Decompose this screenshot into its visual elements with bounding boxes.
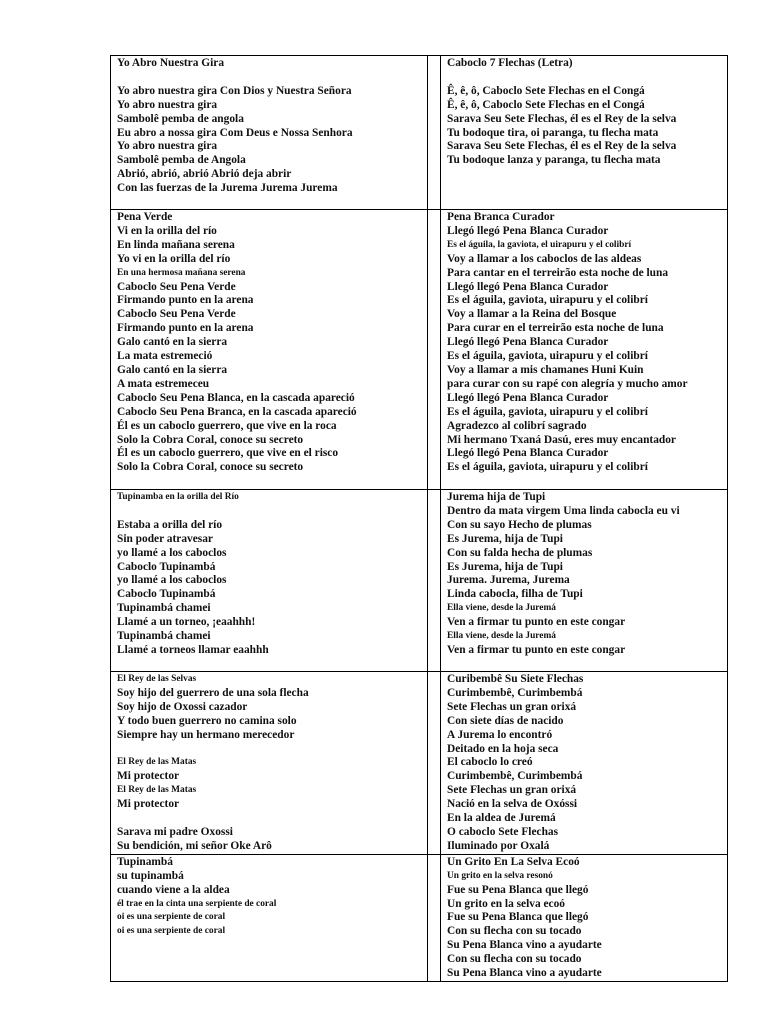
lyric-line: Caboclo Seu Pena Verde [117,308,236,321]
song-title: Tupinamba en la orilla del Río [117,492,239,502]
song-lyrics [447,673,721,854]
lyric-line: El Rey de las Matas [117,757,197,768]
lyric-line: Caboclo Seu Pena Branca, en la cascada apareció [117,405,357,418]
song-cell-right [441,210,728,490]
song-lyrics [117,856,421,939]
song-lyrics [447,491,721,658]
lyric-line: El caboclo lo creó [447,756,533,769]
lyric-line: Caboclo Seu Pena Blanca, en la cascada apareció [117,391,355,404]
lyric-line: Para curar en el terreirão esta noche de luna [447,322,664,335]
lyric-line: Firmando punto en la arena [117,322,254,335]
lyric-line: En linda mañana serena [117,238,235,251]
song-lyrics [447,856,721,981]
lyric-line: Ven a firmar tu punto en este congar [447,643,626,656]
song-cell-left [111,210,428,490]
lyric-line: Sete Flechas un gran orixá [447,700,577,713]
song-title: Curibembê Su Siete Flechas [447,673,584,685]
song-cell-right [441,854,728,981]
lyric-line: Sin poder atravesar [117,532,213,545]
lyric-line: cuando viene a la aldea [117,883,230,896]
lyric-line: Solo la Cobra Coral, conoce su secreto [117,461,304,474]
lyric-line: Iluminado por Oxalá [447,839,550,852]
lyric-line: Él es un caboclo guerrero, que vive en la roca [117,419,337,432]
lyric-line: Ella viene, desde la Juremá [447,603,556,614]
lyric-line: Caboclo Tupinambá [117,588,216,601]
column-gutter [428,56,441,210]
lyric-line: Fue su Pena Blanca que llegó [447,883,589,896]
lyric-line: Galo cantó en la sierra [117,336,228,349]
lyric-line: Fue su Pena Blanca que llegó [447,911,589,924]
lyric-line: Ella viene, desde la Juremá [447,631,556,642]
lyric-line: Tu bodoque tira, oi paranga, tu flecha mata [447,126,659,139]
lyric-line: Vi en la orilla del río [117,224,217,237]
lyric-line: Su bendición, mi señor Oke Arô [117,839,272,852]
lyric-line: En la aldea de Juremá [447,812,556,825]
lyric-line: Llamé a un torneo, ¡eaahhh! [117,616,256,629]
lyric-line: Tu bodoque lanza y paranga, tu flecha mata [447,154,661,167]
lyric-line: oi es una serpiente de coral [117,912,226,923]
lyric-line: Mi protector [117,770,180,783]
lyric-line: Un grito en la selva ecoó [447,897,565,910]
lyric-line: Nació en la selva de Oxóssi [447,798,578,811]
song-cell-left [111,672,428,855]
song-cell-left [111,490,428,672]
blank-line [117,505,421,519]
blank-line [117,812,421,826]
song-lyrics [117,673,421,854]
lyric-line: Con siete días de nacido [447,714,564,727]
lyric-line: Siempre hay un hermano merecedor [117,728,295,741]
lyric-line: él trae en la cinta una serpiente de coral [117,898,277,909]
lyric-line: Soy hijo del guerrero de una sola flecha [117,686,309,699]
lyric-line: Su Pena Blanca vino a ayudarte [447,939,602,952]
lyric-line: Mi protector [117,798,180,811]
song-row [111,854,728,981]
lyric-line: Con su sayo Hecho de plumas [447,518,592,531]
lyric-line: Sarava mi padre Oxossi [117,825,233,838]
song-title: Tupinambá [117,855,173,868]
lyric-line: Voy a llamar a la Reina del Bosque [447,308,617,321]
song-cell-left [111,56,428,210]
lyric-line: La mata estremeció [117,350,213,363]
blank-line [447,71,721,85]
lyric-line: Él es un caboclo guerrero, que vive en el risco [117,447,339,460]
song-row [111,490,728,672]
lyric-line: Es el águila, gaviota, uirapuru y el colibrí [447,461,648,474]
lyric-line: yo llamé a los caboclos [117,574,227,587]
lyric-line: Con su falda hecha de plumas [447,546,593,559]
lyric-line: Sete Flechas un gran orixá [447,784,577,797]
lyric-line: Es el águila, gaviota, uirapuru y el colibrí [447,405,648,418]
lyric-line: Ê, ê, ô, Caboclo Sete Flechas en el Congá [447,84,645,97]
lyric-line: Llegó llegó Pena Blanca Curador [447,447,609,460]
lyric-line: Con su flecha con su tocado [447,925,582,938]
song-cell-right [441,56,728,210]
lyric-line: Para cantar en el terreirão esta noche de luna [447,266,669,279]
column-gutter [428,490,441,672]
lyric-line: Yo abro nuestra gira [117,140,218,153]
lyric-line: su tupinambá [117,869,184,882]
song-title: Caboclo 7 Flechas (Letra) [447,57,573,69]
song-title: El Rey de las Selvas [117,674,197,684]
song-title: Yo Abro Nuestra Gira [117,57,225,69]
lyric-line: Caboclo Tupinambá [117,560,216,573]
lyric-line: Firmando punto en la arena [117,294,254,307]
song-title: Pena Verde [117,211,173,223]
lyric-line: Sarava Seu Sete Flechas, él es el Rey de la selva [447,140,677,153]
lyric-line: Es el águila, gaviota, uirapuru y el colibrí [447,350,648,363]
column-gutter [428,854,441,981]
lyric-line: El Rey de las Matas [117,785,197,796]
song-lyrics [117,491,421,658]
lyric-line: Sambolê pemba de angola [117,112,244,125]
lyric-line: Con las fuerzas de la Jurema Jurema Jurema [117,182,338,195]
song-row [111,210,728,490]
lyric-line: Linda cabocla, filha de Tupi [447,588,583,601]
song-title: Un Grito En La Selva Ecoó [447,855,580,868]
lyrics-table-body [111,56,728,982]
lyric-line: Abrió, abrió, abrió Abrió deja abrir [117,168,292,181]
song-lyrics [447,57,721,168]
lyric-line: En una hermosa mañana serena [117,267,246,278]
lyric-line: oi es una serpiente de coral [117,926,226,937]
lyric-line: Llegó llegó Pena Blanca Curador [447,280,609,293]
lyric-line: yo llamé a los caboclos [117,546,227,559]
lyric-line: Soy hijo de Oxossi cazador [117,700,248,713]
lyric-line: Llegó llegó Pena Blanca Curador [447,224,609,237]
lyric-line: O caboclo Sete Flechas [447,825,559,838]
lyric-line: Dentro da mata virgem Uma linda cabocla eu vi [447,504,680,517]
lyric-line: Con su flecha con su tocado [447,953,582,966]
lyric-line: Sambolê pemba de Angola [117,154,246,167]
lyric-line: Voy a llamar a los caboclos de las aldeas [447,252,642,265]
column-gutter [428,210,441,490]
lyric-line: Eu abro a nossa gira Com Deus e Nossa Senhora [117,126,353,139]
lyric-line: Yo abro nuestra gira Con Dios y Nuestra Señora [117,84,352,97]
lyric-line: Yo abro nuestra gira [117,98,218,111]
column-gutter [428,672,441,855]
lyric-line: Caboclo Seu Pena Verde [117,280,236,293]
lyric-line: Llamé a torneos llamar eaahhh [117,643,269,656]
lyric-line: Y todo buen guerrero no camina solo [117,714,297,727]
lyric-line: Sarava Seu Sete Flechas, él es el Rey de la selva [447,112,677,125]
lyric-line: Jurema. Jurema, Jurema [447,574,570,587]
song-title: Pena Branca Curador [447,211,555,223]
song-lyrics [117,211,421,475]
lyric-line: Llegó llegó Pena Blanca Curador [447,336,609,349]
lyric-line: Curimbembê, Curimbembá [447,686,583,699]
song-lyrics [117,57,421,196]
lyrics-table [110,55,728,982]
lyric-line: Curimbembê, Curimbembá [447,770,583,783]
lyric-line: Llegó llegó Pena Blanca Curador [447,391,609,404]
song-cell-right [441,490,728,672]
lyric-line: Voy a llamar a mis chamanes Huni Kuin [447,363,644,376]
song-cell-right [441,672,728,855]
lyric-line: Ê, ê, ô, Caboclo Sete Flechas en el Congá [447,98,645,111]
blank-line [117,743,421,757]
lyric-line: Mi hermano Txaná Dasú, eres muy encantador [447,433,676,446]
blank-line [117,71,421,85]
lyric-line: Deitado en la hoja seca [447,742,559,755]
lyric-line: Su Pena Blanca vino a ayudarte [447,967,602,980]
lyric-line: Tupinambá chamei [117,630,211,643]
lyric-line: Tupinambá chamei [117,602,211,615]
song-lyrics [447,211,721,475]
lyric-line: Es Jurema, hija de Tupi [447,532,563,545]
lyric-line: para curar con su rapé con alegría y mucho amor [447,377,688,390]
lyric-line: Yo vi en la orilla del río [117,252,231,265]
lyric-line: Un grito en la selva resonó [447,870,553,881]
lyric-line: Estaba a orilla del río [117,518,223,531]
song-row [111,672,728,855]
lyric-line: Es el águila, la gaviota, el uirapuru y el colibrí [447,239,632,250]
lyric-line: Es el águila, gaviota, uirapuru y el colibrí [447,294,648,307]
lyric-line: Agradezco al colibrí sagrado [447,419,587,432]
lyric-line: Galo cantó en la sierra [117,363,228,376]
lyric-line: Es Jurema, hija de Tupi [447,560,563,573]
song-row [111,56,728,210]
lyric-line: Ven a firmar tu punto en este congar [447,616,626,629]
lyric-line: A mata estremeceu [117,377,210,390]
lyric-line: Solo la Cobra Coral, conoce su secreto [117,433,304,446]
song-cell-left [111,854,428,981]
lyric-line: A Jurema lo encontró [447,728,553,741]
song-title: Jurema hija de Tupi [447,491,546,503]
